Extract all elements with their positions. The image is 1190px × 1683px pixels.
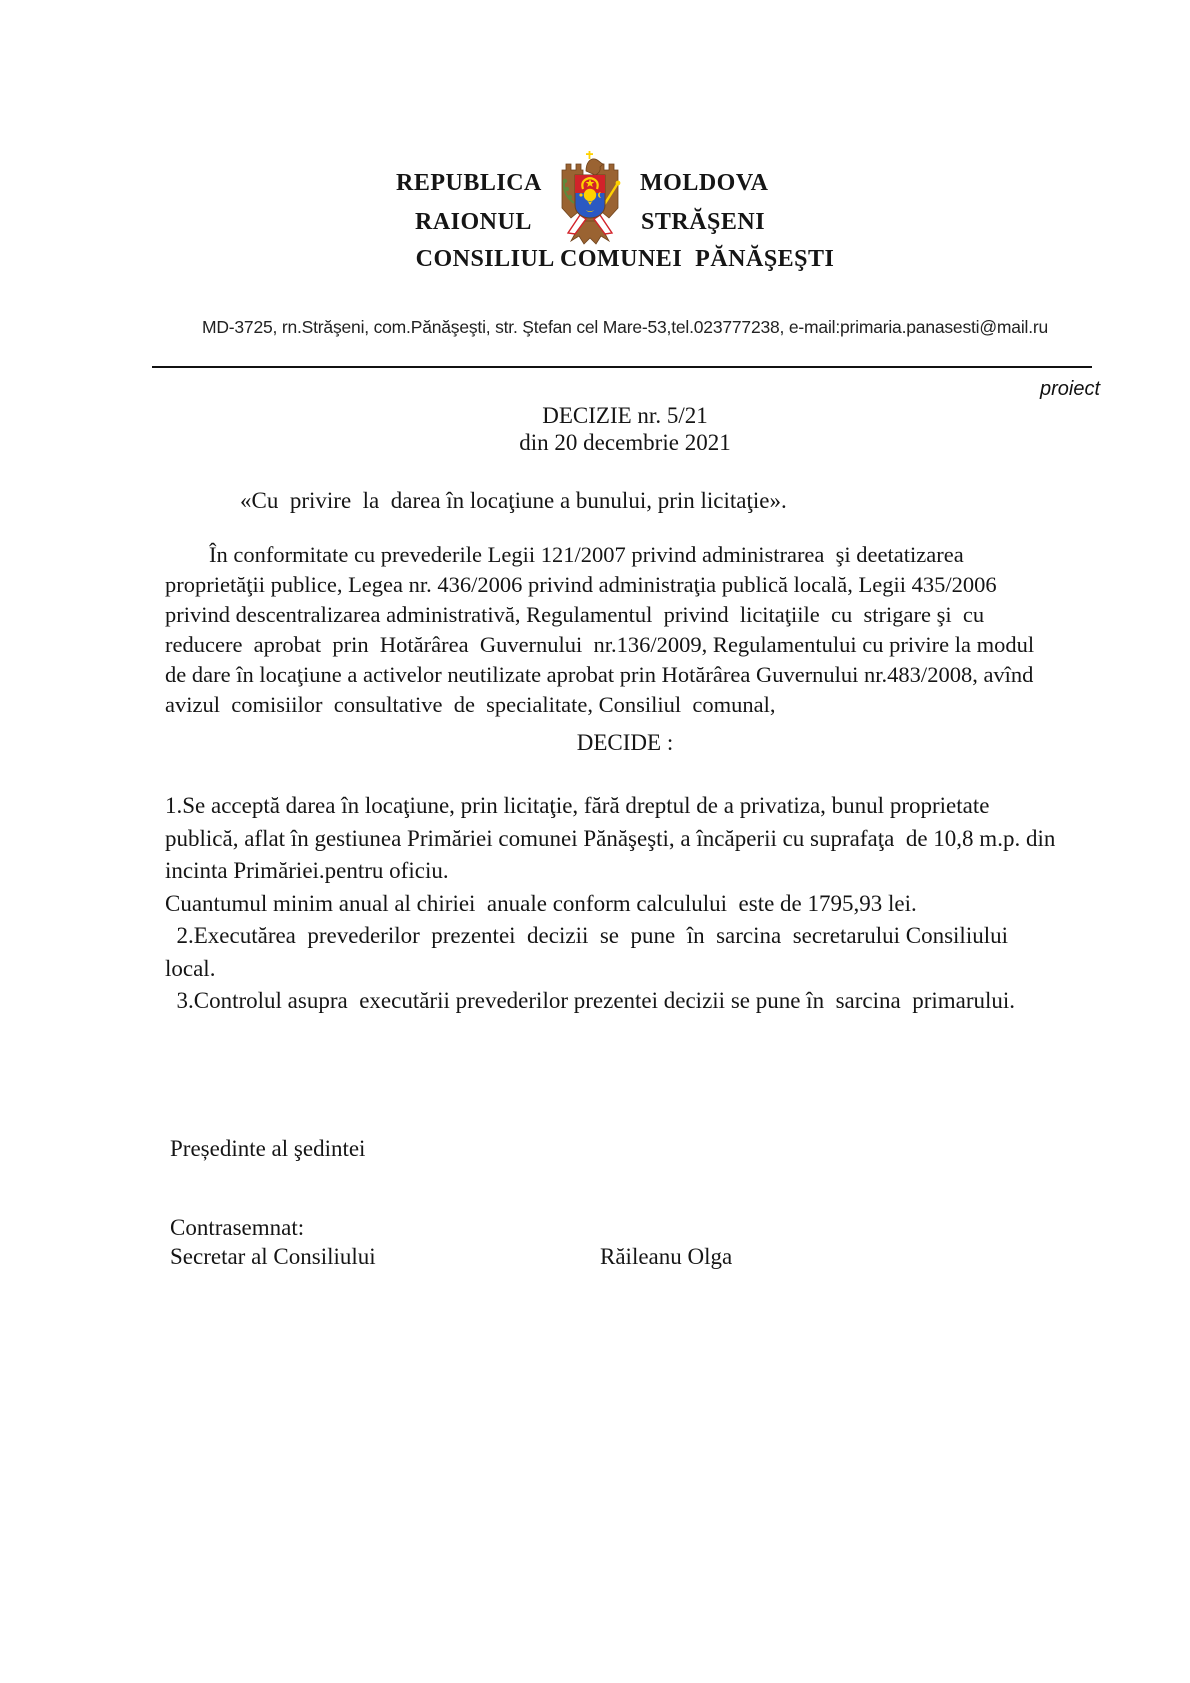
letterhead-straseni: STRĂŞENI	[641, 209, 766, 235]
text-line: incinta Primăriei.pentru oficiu.	[165, 858, 449, 883]
text-line: reducere aprobat prin Hotărârea Guvernului nr.136/2009, Regulamentului cu privire la modul	[165, 632, 1035, 657]
decision-subject: «Cu privire la darea în locaţiune a bunului, prin licitaţie».	[240, 488, 787, 513]
text-line: avizul comisiilor consultative de specialitate, Consiliul comunal,	[165, 692, 776, 717]
preamble-paragraph	[165, 540, 1125, 720]
letterhead-moldova: MOLDOVA	[640, 170, 769, 196]
decision-title: DECIZIE nr. 5/21	[542, 403, 708, 428]
secretary-signature-label: Secretar al Consiliului	[170, 1244, 376, 1269]
text-line: 2.Executărea prevederilor prezentei decizii se pune în sarcina secretarului Consiliului	[165, 923, 1008, 948]
draft-label: proiect	[1039, 378, 1100, 400]
letterhead-raionul: RAIONUL	[415, 209, 532, 235]
decision-items	[165, 790, 1145, 1018]
text-line: 1.Se acceptă darea în locaţiune, prin licitaţie, fără dreptul de a privatiza, bunul proprietate	[165, 793, 990, 818]
secretary-name: Răileanu Olga	[600, 1244, 733, 1269]
divider-line	[152, 366, 1092, 369]
countersigned-label: Contrasemnat:	[170, 1215, 305, 1240]
president-signature-label: Președinte al şedintei	[170, 1136, 366, 1161]
letterhead-republica: REPUBLICA	[396, 170, 542, 196]
text-line: de dare în locaţiune a activelor neutilizate aprobat prin Hotărârea Guvernului nr.483/2008, avînd	[165, 662, 1034, 687]
moldova-coat-of-arms-icon	[558, 151, 622, 247]
text-line: proprietăţii publice, Legea nr. 436/2006 privind administraţia publică locală, Legii 435/2006	[165, 572, 997, 597]
text-line: local.	[165, 955, 216, 981]
decide-heading: DECIDE :	[576, 730, 674, 755]
text-line: În conformitate cu prevederile Legii 121/2007 privind administrarea şi deetatizarea	[209, 542, 964, 567]
letterhead-address: MD-3725, rn.Străşeni, com.Pănăşeşti, str. Ştefan cel Mare-53,tel.023777238, e-mail:primaria.panasesti@mail.ru	[201, 317, 1049, 337]
text-line: 3.Controlul asupra executării prevederilor prezentei decizii se pune în sarcina primarului.	[165, 988, 1016, 1013]
text-line: publică, aflat în gestiunea Primăriei comunei Pănăşeşti, a încăperii cu suprafaţa de 10,8 m.p. din	[165, 825, 1056, 851]
text-line: privind descentralizarea administrativă, Regulamentul privind licitaţiile cu strigare şi cu	[165, 602, 985, 627]
text-line: Cuantumul minim anual al chiriei anuale conform calculului este de 1795,93 lei.	[165, 890, 917, 916]
decision-date: din 20 decembrie 2021	[519, 430, 731, 455]
letterhead-council-name: CONSILIUL COMUNEI PĂNĂŞEŞTI	[415, 246, 835, 272]
